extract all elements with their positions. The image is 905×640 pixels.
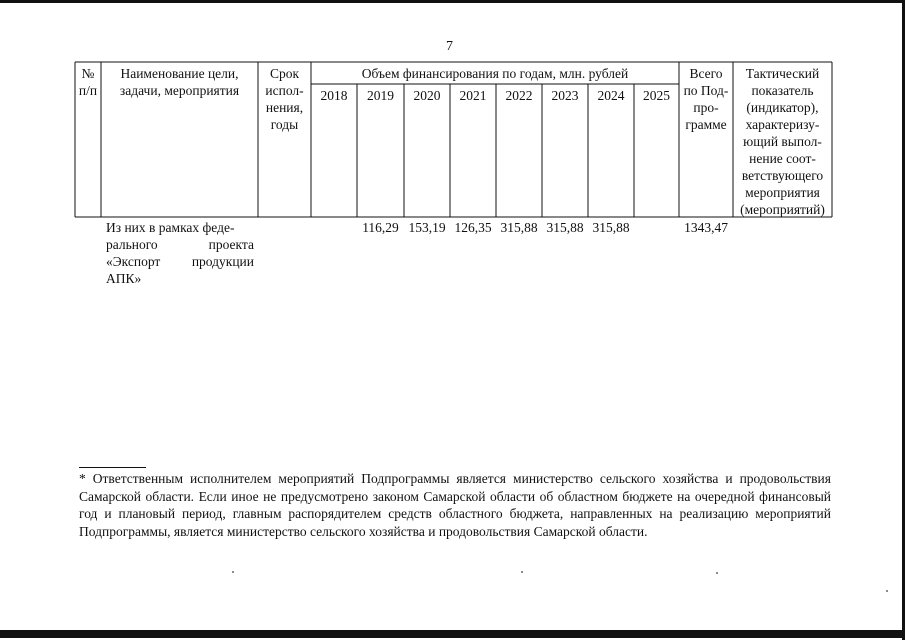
header-year-2018: 2018 bbox=[320, 88, 348, 103]
page-number: 7 bbox=[446, 39, 453, 54]
footnote-rule bbox=[79, 467, 146, 468]
row-name-word: продукции bbox=[191, 254, 254, 269]
header-term: Срок испол- нения, годы bbox=[265, 66, 304, 132]
value-2021: 126,35 bbox=[454, 220, 492, 235]
header-name: Наименование цели, задачи, мероприятия bbox=[119, 66, 240, 98]
row-name-word: «Экспорт bbox=[106, 254, 161, 269]
header-indicator: Тактический показатель (индикатор), характеризу- ющий выпол- нение соот- ветствующего мероприятия (мероприятий) bbox=[740, 66, 825, 217]
value-2024: 315,88 bbox=[592, 220, 630, 235]
value-total: 1343,47 bbox=[684, 220, 728, 235]
value-2019: 116,29 bbox=[362, 220, 399, 235]
header-year-2023: 2023 bbox=[551, 88, 579, 103]
row-name-word: проекта bbox=[208, 237, 254, 252]
value-2023: 315,88 bbox=[546, 220, 584, 235]
header-year-2025: 2025 bbox=[643, 88, 670, 103]
header-total: Всего по Под- про- грамме bbox=[683, 66, 729, 132]
row-name: Из них в рамках феде- рального проекта «Экспорт продукции АПК» bbox=[106, 220, 254, 286]
header-year-2024: 2024 bbox=[597, 88, 625, 103]
header-year-2021: 2021 bbox=[459, 88, 487, 103]
header-number: № п/п bbox=[78, 66, 98, 98]
scan-speck bbox=[232, 571, 234, 573]
value-2020: 153,19 bbox=[408, 220, 446, 235]
header-year-2022: 2022 bbox=[505, 88, 533, 103]
scan-speck bbox=[521, 571, 523, 573]
scan-speck bbox=[886, 590, 888, 592]
scan-speck bbox=[716, 572, 718, 574]
header-funding-title: Объем финансирования по годам, млн. рублей bbox=[361, 66, 629, 81]
value-2022: 315,88 bbox=[500, 220, 538, 235]
header-year-2019: 2019 bbox=[367, 88, 394, 103]
row-name-word: рального bbox=[106, 237, 158, 252]
header-year-2020: 2020 bbox=[413, 88, 441, 103]
footnote-text: * Ответственным исполнителем мероприятий Подпрограммы является министерство сельского хозяйства и продовольствия Самарской области. Если иное не предусмотрено законом Самарской области об областном бюджете на очередной финансовый год и плановый период, главным распорядителем средств областного бюджета, направленных на реализацию мероприятий Подпрограммы, является министерство сельского хозяйства и продовольствия Самарской области. bbox=[79, 471, 831, 539]
